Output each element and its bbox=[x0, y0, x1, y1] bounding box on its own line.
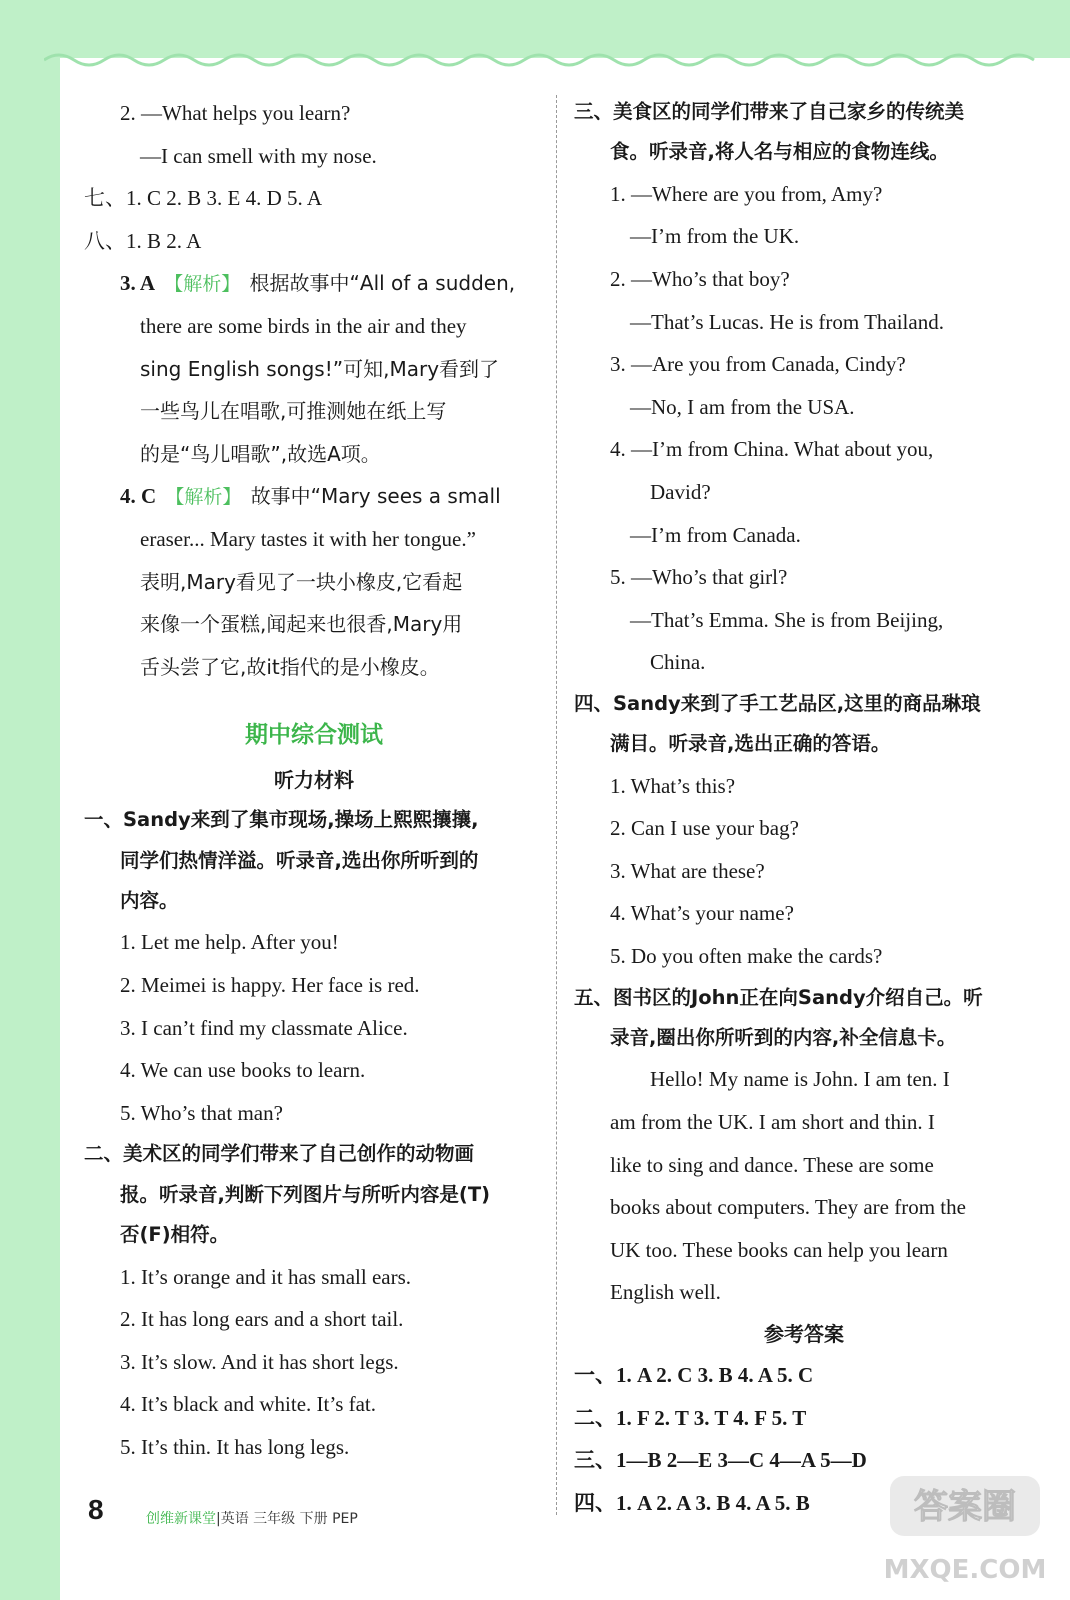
list-item: 5. Do you often make the cards? bbox=[610, 944, 883, 969]
watermark-top-text: 答案圈 bbox=[914, 1487, 1016, 1527]
list-item: 3. It’s slow. And it has short legs. bbox=[120, 1349, 399, 1374]
question-number: 4. C bbox=[120, 484, 157, 509]
list-item: 4. It’s black and white. It’s fat. bbox=[120, 1392, 377, 1417]
explanation-line bbox=[84, 305, 544, 348]
footer-subject: |英语 三年级 下册 PEP bbox=[216, 1511, 358, 1527]
answers-title: 参考答案 bbox=[764, 1322, 844, 1346]
list-item: 4. What’s your name? bbox=[610, 901, 794, 926]
section-heading: 报。听录音,判断下列图片与所听内容是(T) bbox=[120, 1182, 491, 1206]
list-item: 4. We can use books to learn. bbox=[120, 1058, 366, 1083]
answer-line: 2. —What helps you learn? bbox=[120, 101, 351, 125]
explanation-line bbox=[84, 262, 544, 305]
section-heading: 否(F)相符。 bbox=[120, 1223, 230, 1247]
dialogue-line: 4. —I’m from China. What about you, bbox=[610, 437, 934, 462]
dialogue-line: 2. —Who’s that boy? bbox=[610, 266, 790, 291]
explanation-line: sing English songs!”可知,Mary看到了 bbox=[140, 356, 500, 381]
explanation-line: 一些鸟儿在唱歌,可推测她在纸上写 bbox=[140, 399, 447, 424]
test-title: 期中综合测试 bbox=[245, 722, 383, 749]
section-heading: 同学们热情洋溢。听录音,选出你所听到的 bbox=[120, 848, 479, 872]
dialogue-line: David? bbox=[650, 479, 711, 504]
dialogue-line: 1. —Where are you from, Amy? bbox=[610, 181, 883, 206]
analysis-tag: 【解析】 bbox=[165, 486, 242, 509]
section-heading: 三、美食区的同学们带来了自己家乡的传统美 bbox=[574, 100, 965, 123]
section-heading: 内容。 bbox=[120, 889, 179, 913]
answer-line: 四、1. A 2. A 3. B 4. A 5. B bbox=[574, 1490, 810, 1515]
answer-line: 一、1. A 2. C 3. B 4. A 5. C bbox=[574, 1363, 814, 1387]
dialogue-line: —I’m from the UK. bbox=[630, 224, 800, 249]
answer-line: 二、1. F 2. T 3. T 4. F 5. T bbox=[574, 1405, 807, 1430]
section-heading: 四、Sandy来到了手工艺品区,这里的商品琳琅 bbox=[574, 691, 981, 715]
watermark-logo bbox=[870, 1470, 1060, 1595]
list-item: 5. It’s thin. It has long legs. bbox=[120, 1435, 350, 1459]
column-divider bbox=[556, 95, 557, 1515]
passage-line: Hello! My name is John. I am ten. I bbox=[650, 1067, 950, 1092]
section-heading: 满目。听录音,选出正确的答语。 bbox=[610, 732, 891, 756]
page-number: 8 bbox=[88, 1494, 104, 1525]
section-heading: 二、美术区的同学们带来了自己创作的动物画 bbox=[84, 1142, 475, 1166]
dialogue-line: —No, I am from the USA. bbox=[630, 394, 855, 419]
list-item: 5. Who’s that man? bbox=[120, 1100, 283, 1125]
explanation-line: 来像一个蛋糕,闻起来也很香,Mary用 bbox=[140, 612, 463, 637]
list-item: 2. It has long ears and a short tail. bbox=[120, 1307, 404, 1332]
passage-line: like to sing and dance. These are some bbox=[610, 1152, 934, 1177]
section-heading: 食。听录音,将人名与相应的食物连线。 bbox=[610, 140, 949, 164]
passage-line: UK too. These books can help you learn bbox=[610, 1237, 948, 1262]
dialogue-line: —That’s Lucas. He is from Thailand. bbox=[630, 309, 944, 334]
left-column bbox=[84, 92, 544, 1469]
answer-line: —I can smell with my nose. bbox=[140, 143, 377, 168]
footer-info bbox=[146, 1508, 358, 1528]
test-subtitle: 听力材料 bbox=[274, 768, 354, 793]
section-heading: 一、Sandy来到了集市现场,操场上熙熙攘攘, bbox=[84, 808, 479, 832]
list-item: 1. Let me help. After you! bbox=[120, 930, 339, 955]
passage-line: books about computers. They are from the bbox=[610, 1195, 966, 1220]
passage-line: am from the UK. I am short and thin. I bbox=[610, 1110, 935, 1135]
list-item: 1. It’s orange and it has small ears. bbox=[120, 1264, 412, 1289]
list-item: 1. What’s this? bbox=[610, 773, 736, 798]
answer-line: 八、1. B 2. A bbox=[84, 228, 202, 253]
explanation-text: there are some birds in the air and they bbox=[140, 313, 467, 338]
explanation-line: 表明,Mary看见了一块小橡皮,它看起 bbox=[140, 569, 463, 594]
watermark-bottom-text: MXQE.COM bbox=[883, 1555, 1047, 1585]
list-item: 2. Can I use your bag? bbox=[610, 816, 799, 841]
dialogue-line: China. bbox=[650, 650, 706, 675]
explanation-line: 的是“鸟儿唱歌”,故选A项。 bbox=[140, 441, 381, 466]
analysis-tag: 【解析】 bbox=[164, 273, 241, 296]
explanation-line bbox=[84, 475, 544, 518]
section-heading: 五、图书区的John正在向Sandy介绍自己。听 bbox=[574, 985, 983, 1009]
footer-brand: 创维新课堂 bbox=[146, 1511, 216, 1527]
page-frame-left bbox=[0, 0, 60, 1600]
explanation-line: 舌头尝了它,故it指代的是小橡皮。 bbox=[140, 654, 440, 679]
dialogue-line: 3. —Are you from Canada, Cindy? bbox=[610, 352, 906, 377]
explanation-line: eraser... Mary tastes it with her tongue.” bbox=[140, 526, 476, 551]
dialogue-line: —I’m from Canada. bbox=[630, 522, 801, 547]
question-number: 3. A bbox=[120, 271, 156, 296]
explanation-text: 故事中“Mary sees a small bbox=[250, 484, 501, 509]
list-item: 3. I can’t find my classmate Alice. bbox=[120, 1015, 408, 1040]
explanation-text: 根据故事中“All of a sudden, bbox=[249, 271, 516, 296]
section-heading: 录音,圈出你所听到的内容,补全信息卡。 bbox=[610, 1026, 957, 1050]
frame-wave-decoration bbox=[44, 40, 1054, 70]
answer-line: 三、1—B 2—E 3—C 4—A 5—D bbox=[574, 1448, 867, 1473]
dialogue-line: 5. —Who’s that girl? bbox=[610, 565, 788, 590]
passage-line: English well. bbox=[610, 1280, 721, 1305]
dialogue-line: —That’s Emma. She is from Beijing, bbox=[630, 607, 944, 632]
right-column bbox=[574, 92, 1034, 1524]
answer-line: 七、1. C 2. B 3. E 4. D 5. A bbox=[84, 186, 323, 211]
list-item: 3. What are these? bbox=[610, 858, 765, 883]
list-item: 2. Meimei is happy. Her face is red. bbox=[120, 973, 420, 998]
